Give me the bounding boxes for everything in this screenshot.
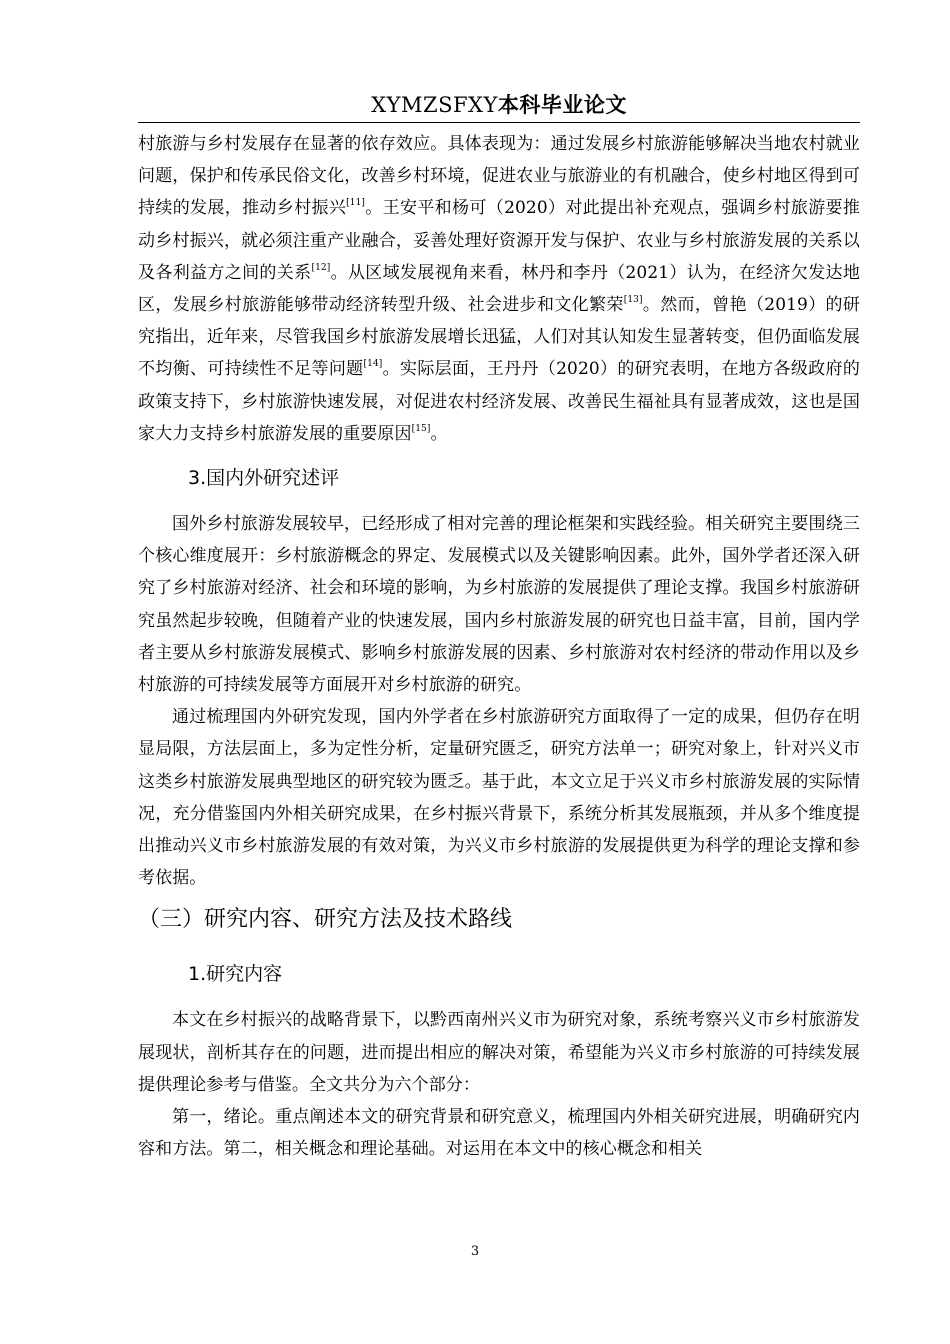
text-run: 。然而，曾艳（2019）的研究指出，近年来，尽管我国乡村旅游发展增长迅猛，人们对其认知发生显著转变，但仍面临发展不均衡、可持续性不足等问题 bbox=[138, 295, 860, 380]
heading-section-three: （三）研究内容、研究方法及技术路线 bbox=[138, 907, 513, 933]
paragraph-continued bbox=[138, 128, 860, 450]
citation-11: [11] bbox=[346, 198, 366, 209]
page-number: 3 bbox=[470, 1244, 480, 1259]
text-run: 。从区域发展视角来看，林丹和李丹（2021）认为，在经济欠发达地区，发展乡村旅游能够带动经济转型升级、社会进步和文化繁荣 bbox=[138, 262, 861, 316]
paragraph-study-outline: 本文在乡村振兴的战略背景下，以黔西南州兴义市为研究对象，系统考察兴义市乡村旅游发展现状，剖析其存在的问题，进而提出相应的解决对策，希望能为兴义市乡村旅游的可持续发展提供理论参考与借鉴。全文共分为六个部分： bbox=[138, 1010, 860, 1095]
citation-13: [13] bbox=[623, 295, 643, 306]
citation-12: [12] bbox=[311, 262, 331, 273]
header-title-cn: 本科毕业论文 bbox=[497, 93, 627, 117]
text-run: 村旅游与乡村发展存在显著的依存效应。具体表现为：通过发展乡村旅游能够解决当地农村就业问题，保护和传承民俗文化，改善乡村环境，促进农业与旅游业的有机融合，使乡村地区得到可持续的发展，推动乡村振兴 bbox=[138, 134, 860, 219]
page-body bbox=[138, 128, 860, 1165]
heading-research-review: 3.国内外研究述评 bbox=[188, 467, 340, 490]
text-run: 。王安平和杨可（2020）对此提出补充观点，强调乡村旅游要推动乡村振兴，就必须注重产业融合，妥善处理好资源开发与保护、农业与乡村旅游发展的关系以及各利益方之间的关系 bbox=[138, 198, 860, 283]
paragraph-foreign-research: 国外乡村旅游发展较早，已经形成了相对完善的理论框架和实践经验。相关研究主要围绕三个核心维度展开：乡村旅游概念的界定、发展模式以及关键影响因素。此外，国外学者还深入研究了乡村旅游对经济、社会和环境的影响，为乡村旅游的发展提供了理论支撑。我国乡村旅游研究虽然起步较晚，但随着产业的快速发展，国内乡村旅游发展的研究也日益丰富，目前，国内学者主要从乡村旅游发展模式、影响乡村旅游发展的因素、乡村旅游对农村经济的带动作用以及乡村旅游的可持续发展等方面展开对乡村旅游的研究。 bbox=[138, 514, 860, 696]
text-run: 。实际层面，王丹丹（2020）的研究表明，在地方各级政府的政策支持下，乡村旅游快速发展，对促进农村经济发展、改善民生福祉具有显著成效，这也是国家大力支持乡村旅游发展的重要原因 bbox=[138, 359, 860, 444]
heading-research-content: 1.研究内容 bbox=[188, 963, 283, 986]
text-run: 。 bbox=[430, 423, 448, 444]
page-header bbox=[138, 88, 860, 123]
paragraph-research-summary: 通过梳理国内外研究发现，国内外学者在乡村旅游研究方面取得了一定的成果，但仍存在明显局限，方法层面上，多为定性分析，定量研究匮乏，研究方法单一；研究对象上，针对兴义市这类乡村旅游发展典型地区的研究较为匮乏。基于此，本文立足于兴义市乡村旅游发展的实际情况，充分借鉴国内外相关研究成果，在乡村振兴背景下，系统分析其发展瓶颈，并从多个维度提出推动兴义市乡村旅游发展的有效对策，为兴义市乡村旅游的发展提供更为科学的理论支撑和参考依据。 bbox=[138, 707, 860, 889]
citation-15: [15] bbox=[411, 423, 431, 434]
paragraph-chapter-overview: 第一，绪论。重点阐述本文的研究背景和研究意义，梳理国内外相关研究进展，明确研究内容和方法。第二，相关概念和理论基础。对运用在本文中的核心概念和相关 bbox=[138, 1107, 860, 1160]
header-title-latin: XYMZSFXY bbox=[371, 93, 498, 117]
citation-14: [14] bbox=[363, 359, 383, 370]
